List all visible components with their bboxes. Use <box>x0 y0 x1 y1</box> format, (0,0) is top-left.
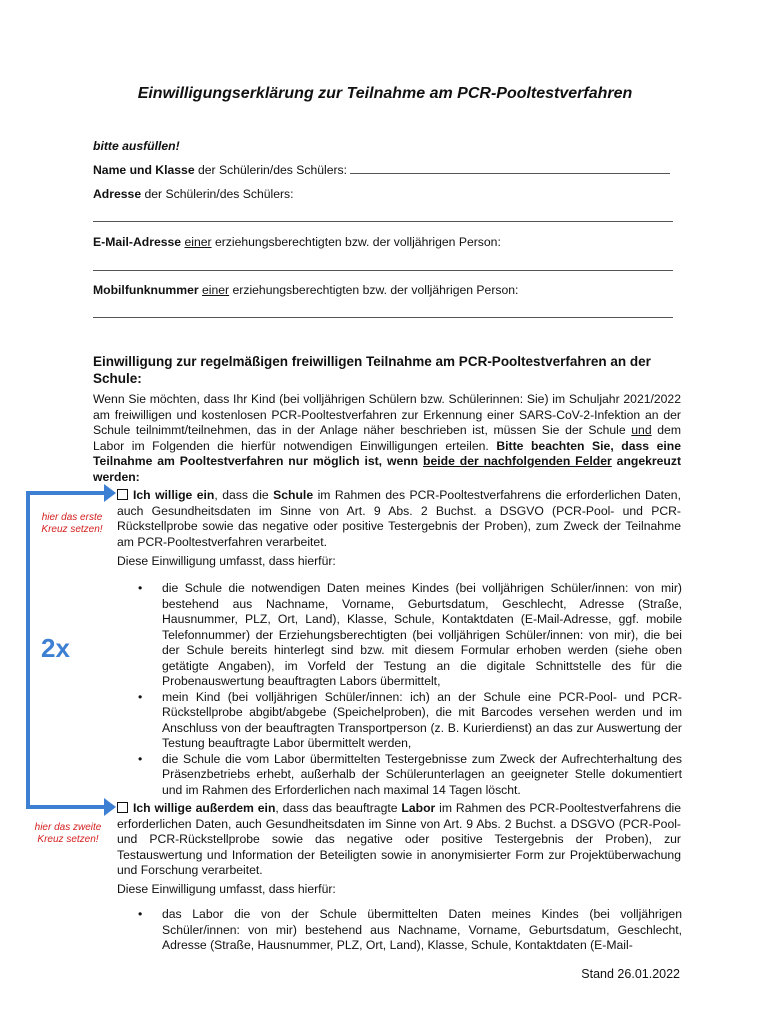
name-field[interactable] <box>93 163 683 179</box>
list-item-text: das Labor die von der Schule übermittelten Daten meines Kindes (bei volljährigen Schüler/innen: von mir) bestehend aus Nachname, Vorname, Geburtsdatum, Geschlecht, Adresse (Straße, Hausnummer, PLZ, Ort, Land), Klasse, Schule, Kontaktdaten (E-Mail- <box>162 907 682 952</box>
list-item-text: mein Kind (bei volljährigen Schüler/innen: ich) an der Schule eine PCR-Pool- und PCR-Rückstellprobe abgibt/abgebe (Speichelproben), die mit Barcodes versehen werden und im Anschluss von der beauftragten Transportperson (z. B. Kurierdienst) an das zur Auswertung der Testung beauftragte Labor übermittelt werden, <box>162 689 682 750</box>
arrow-to-second-checkbox-icon <box>104 798 116 816</box>
intro-text-2: dem Labor im Folgenden die hierfür notwendigen Einwilligungen erteilen. <box>93 423 681 453</box>
consent-lab-list <box>138 907 682 954</box>
email-label-bold: E-Mail-Adresse <box>93 235 182 249</box>
fill-instruction: bitte ausfüllen! <box>93 139 180 153</box>
list-item <box>138 690 682 752</box>
address-label <box>93 187 683 203</box>
email-label-rest: erziehungsberechtigten bzw. der volljährigen Person: <box>211 235 501 249</box>
list-item <box>138 752 682 799</box>
mobile-input-line[interactable] <box>93 317 673 318</box>
list-item <box>138 907 682 954</box>
email-label-underlined: einer <box>184 235 212 249</box>
bracket-bottom-line <box>26 805 106 809</box>
name-input-line[interactable] <box>350 163 670 174</box>
bullet-icon: • <box>138 751 143 766</box>
email-input-line[interactable] <box>93 270 673 271</box>
address-label-rest: der Schülerin/des Schülers: <box>141 187 294 201</box>
consent-school-text-1: , dass die <box>214 488 274 502</box>
section-heading: Einwilligung zur regelmäßigen freiwilligen Teilnahme am PCR-Pooltestverfahren an der Schule: <box>93 354 651 386</box>
email-label <box>93 235 683 251</box>
intro-paragraph <box>93 392 681 485</box>
bracket-vertical-line <box>26 491 30 809</box>
intro-bold-underlined: beide der nachfolgenden Felder <box>423 454 612 468</box>
name-label-rest: der Schülerin/des Schülers: <box>194 163 348 177</box>
consent-school-text-2: im Rahmen des PCR-Pooltestverfahrens die erforderlichen Daten, auch Gesundheitsdaten im Sinne von Art. 9 Abs. 2 Buchst. a DSGVO (PCR-Pool- und PCR-Rückstellprobe sowie das negative oder positive Testergebnis der Proben), zum Zweck der Teilnahme am PCR-Pooltestverfahren verarbeitet. <box>117 488 681 549</box>
mobile-label <box>93 283 683 299</box>
twice-label: 2x <box>37 631 74 665</box>
second-cross-note: hier das zweite Kreuz setzen! <box>34 822 102 845</box>
intro-und: und <box>631 423 652 437</box>
consent-lab-text-2: im Rahmen des PCR-Pooltestverfahrens die erforderlichen Daten, auch Gesundheitsdaten im Sinne von Art. 9 Abs. 2 Buchst. a DSGVO (PCR-Pool- und PCR-Rückstellprobe sowie das negative oder positive Testergebnis der Proben), zur Testauswertung und Information der Beteiligten sowie in anonymisierter Form zur Projektüberwachung und Forschung verarbeitet. <box>117 801 681 877</box>
consent-school-bold-2: Schule <box>273 488 314 502</box>
intro-text-1: Wenn Sie möchten, dass Ihr Kind (bei volljährigen Schülern bzw. Schülerinnen: Sie) im Schuljahr 2021/2022 am freiwilligen und kostenlosen PCR-Pooltestverfahren zur Erkennung einer SARS-CoV-2-Infektion an der Schule teilnimmt/teilnehmen, das in der Anlage näher beschrieben ist, müssen Sie der Schule <box>93 392 681 437</box>
document-title: Einwilligungserklärung zur Teilnahme am PCR-Pooltestverfahren <box>137 85 633 102</box>
intro-bold-1: Bitte beachten Sie, dass eine Teilnahme am Pooltestverfahren nur möglich ist, wenn <box>93 438 682 468</box>
consent-lab-bold-1: Ich willige außerdem ein <box>133 801 276 815</box>
consent-school-bold-1: Ich willige ein <box>133 488 215 502</box>
document-date: Stand 26.01.2022 <box>581 967 680 981</box>
mobile-label-underlined: einer <box>202 283 230 297</box>
consent-school-paragraph <box>117 488 681 550</box>
bullet-icon: • <box>138 907 143 921</box>
bullet-icon: • <box>138 689 143 704</box>
arrow-to-first-checkbox-icon <box>104 484 116 502</box>
list-item-text: die Schule die vom Labor übermittelten Testergebnisse zum Zweck der Aufrechterhaltung des Präsenzbetriebs erhebt, außerhalb der Schülerunterlagen an geeigneter Stelle dokumentiert und im Rahmen des Erforderlichen nach maximal 14 Tagen löscht. <box>162 751 682 797</box>
consent-lab-scope: Diese Einwilligung umfasst, dass hierfür: <box>117 882 336 896</box>
mobile-label-rest: erziehungsberechtigten bzw. der volljährigen Person: <box>229 283 519 297</box>
list-item <box>138 581 682 690</box>
list-item-text: die Schule die notwendigen Daten meines Kindes (bei volljährigen Schüler/innen: von mir) bestehend aus Nachname, Vorname, Geburtsdatum, Geschlecht, Adresse (Straße, Hausnummer, PLZ, Ort, Land), Klasse, Schule, Kontaktdaten (E-Mail-Adresse, ggf. mobile Telefonnummer) der Erziehungsberechtigten (bei volljährigen Schüler/innen: von mir), die bei der Schule bereits hinterlegt sind bzw. mit diesem Formular erhoben werden (siehe oben getätigte Angaben), im Vorfeld der Testung an die digitale Schnittstelle des für die Probenauswertung beauftragten Labors übermittelt, <box>162 581 682 688</box>
bracket-top-line <box>26 491 106 495</box>
consent-lab-paragraph <box>117 801 681 879</box>
consent-school-checkbox[interactable] <box>117 489 128 500</box>
consent-school-list <box>138 581 682 798</box>
address-input-line[interactable] <box>93 221 673 222</box>
intro-bold-2: angekreuzt werden: <box>93 454 682 484</box>
consent-school-scope: Diese Einwilligung umfasst, dass hierfür: <box>117 554 336 568</box>
first-cross-note: hier das erste Kreuz setzen! <box>41 512 103 535</box>
name-label-bold: Name und Klasse <box>93 163 195 177</box>
bullet-icon: • <box>138 581 143 595</box>
consent-lab-text-1: , dass das beauftragte <box>275 801 402 815</box>
mobile-label-bold: Mobilfunknummer <box>93 283 199 297</box>
consent-lab-checkbox[interactable] <box>117 802 128 813</box>
consent-lab-bold-2: Labor <box>401 801 436 815</box>
address-label-bold: Adresse <box>93 187 142 201</box>
